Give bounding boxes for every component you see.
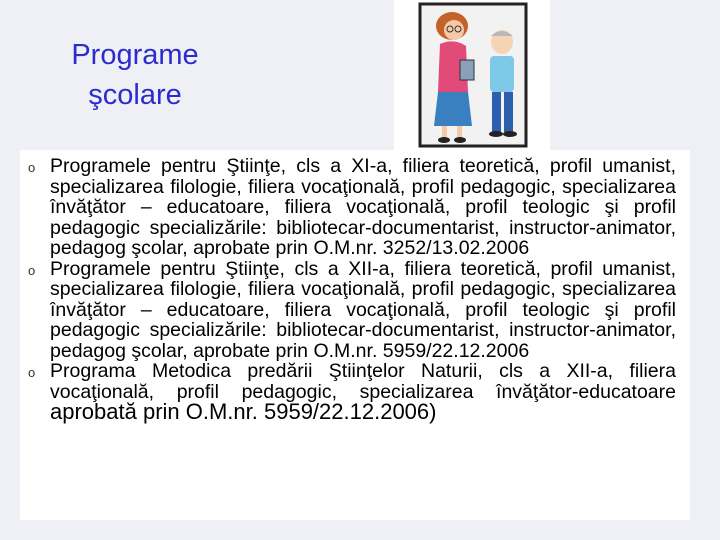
circle-bullet-icon: o — [28, 262, 36, 278]
bullet-item-1 — [28, 155, 676, 259]
bullet-text-3: Programa Metodica predării Ştiinţelor Naturii, cls a XII-a, filiera vocaţională, profil pedagogic, specializarea învăţător-educatoare — [50, 360, 676, 403]
teacher-student-clipart-icon — [394, 0, 550, 150]
bullet-item-2 — [28, 257, 676, 362]
content-box — [20, 150, 690, 520]
bullet-text-3-tail: aprobată prin O.M.nr. 5959/22.12.2006) — [50, 399, 437, 424]
bullet-item-3 — [28, 360, 676, 424]
bullet-list — [20, 150, 690, 424]
circle-bullet-icon: o — [28, 160, 36, 175]
bullet-text-1: Programele pentru Ştiinţe, cls a XI-a, filiera teoretică, profil umanist, specializarea filologie, filiera vocaţională, profil pedagogic, specializarea învăţător – educatoare, filiera vocaţională, profil teologic şi profil pedagogic specializările: bibliotecar-documentarist, instructor-animator, pedagog şcolar, aprobate prin O.M.nr. 3252/13.02.2006 — [50, 155, 676, 259]
title-line-1: Programe — [71, 39, 199, 71]
circle-bullet-icon: o — [28, 365, 36, 380]
bullet-text-2: Programele pentru Ştiinţe, cls a XII-a, filiera teoretică, profil umanist, specializarea filologie, filiera vocaţională, profil pedagogic, specializarea învăţător – educatoare, filiera vocaţională, profil teologic şi profil pedagogic specializările: bibliotecar-documentarist, instructor-animator, pedagog şcolar, aprobate prin O.M.nr. 5959/22.12.2006 — [50, 257, 676, 362]
slide-title — [40, 35, 230, 115]
title-line-2: şcolare — [88, 79, 182, 111]
